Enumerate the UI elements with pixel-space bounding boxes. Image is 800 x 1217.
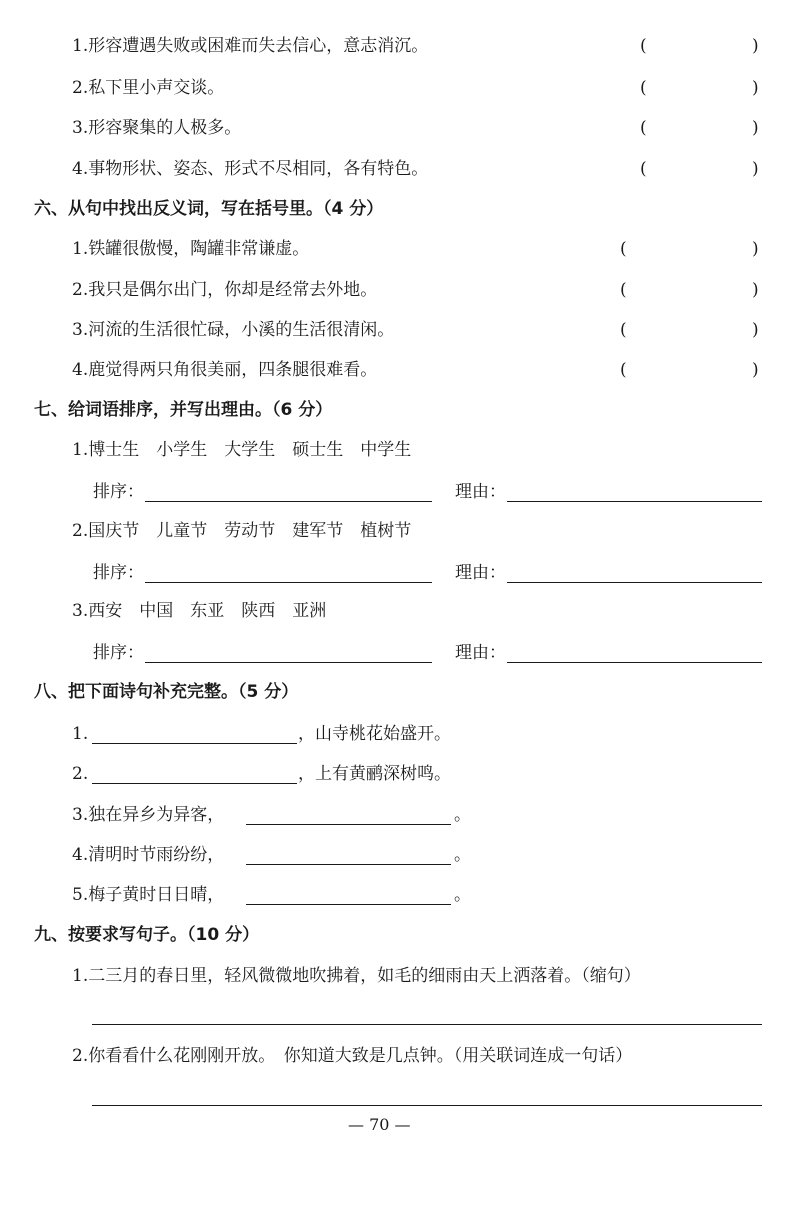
poem-line-suffix: ，上有黄鹂深树鸣。 xyxy=(298,764,451,784)
order-label: 排序： xyxy=(93,482,144,502)
answer-bracket-close: ) xyxy=(752,280,759,300)
item-text: 3.河流的生活很忙碌，小溪的生活很清闲。 xyxy=(72,320,395,340)
poem-answer-line[interactable] xyxy=(92,783,297,784)
item-text: 1.形容遭遇失败或困难而失去信心，意志消沉。 xyxy=(72,36,429,56)
section-5-item xyxy=(0,157,800,197)
poem-line-suffix: 。 xyxy=(454,845,471,865)
order-answer-line[interactable] xyxy=(145,501,432,502)
answer-bracket-open: ( xyxy=(620,280,627,300)
answer-bracket-open: ( xyxy=(620,239,627,259)
page-number: — 70 — xyxy=(348,1115,411,1134)
poem-line-suffix: ，山寺桃花始盛开。 xyxy=(298,724,451,744)
answer-bracket-close: ) xyxy=(752,320,759,340)
word-group: 2.国庆节 儿童节 劳动节 建军节 植树节 xyxy=(72,521,412,541)
answer-bracket-open: ( xyxy=(640,118,647,138)
poem-line-prefix: 5.梅子黄时日日晴， xyxy=(72,885,225,905)
section-5-item xyxy=(0,76,800,116)
poem-line-prefix: 1. xyxy=(72,724,89,744)
poem-answer-line[interactable] xyxy=(92,743,297,744)
section-6-item xyxy=(0,278,800,318)
order-label: 排序： xyxy=(93,563,144,583)
order-answer-line[interactable] xyxy=(145,582,432,583)
question-text: 1.二三月的春日里，轻风微微地吹拂着，如毛的细雨由天上洒落着。（缩句） xyxy=(72,966,641,986)
answer-bracket-close: ) xyxy=(752,360,759,380)
section-6-item xyxy=(0,237,800,277)
section-title: 八、把下面诗句补充完整。（5 分） xyxy=(34,682,299,702)
order-label: 排序： xyxy=(93,643,144,663)
item-text: 2.我只是偶尔出门，你却是经常去外地。 xyxy=(72,280,378,300)
answer-bracket-open: ( xyxy=(640,78,647,98)
answer-bracket-close: ) xyxy=(752,159,759,179)
reason-label: 理由： xyxy=(455,643,506,663)
answer-bracket-open: ( xyxy=(620,360,627,380)
reason-answer-line[interactable] xyxy=(507,501,762,502)
answer-bracket-close: ) xyxy=(752,118,759,138)
poem-answer-line[interactable] xyxy=(246,904,451,905)
item-text: 4.鹿觉得两只角很美丽，四条腿很难看。 xyxy=(72,360,378,380)
reason-answer-line[interactable] xyxy=(507,582,762,583)
poem-line-suffix: 。 xyxy=(454,805,471,825)
section-6-item xyxy=(0,318,800,358)
poem-line-prefix: 2. xyxy=(72,764,89,784)
item-text: 1.铁罐很傲慢，陶罐非常谦虚。 xyxy=(72,239,310,259)
word-group: 1.博士生 小学生 大学生 硕士生 中学生 xyxy=(72,440,412,460)
answer-bracket-open: ( xyxy=(640,36,647,56)
answer-line[interactable] xyxy=(92,1105,762,1106)
answer-bracket-close: ) xyxy=(752,239,759,259)
poem-answer-line[interactable] xyxy=(246,864,451,865)
poem-answer-line[interactable] xyxy=(246,824,451,825)
poem-line-suffix: 。 xyxy=(454,885,471,905)
answer-bracket-close: ) xyxy=(752,78,759,98)
answer-bracket-open: ( xyxy=(640,159,647,179)
answer-bracket-close: ) xyxy=(752,36,759,56)
item-text: 2.私下里小声交谈。 xyxy=(72,78,225,98)
reason-label: 理由： xyxy=(455,482,506,502)
item-text: 4.事物形状、姿态、形式不尽相同，各有特色。 xyxy=(72,159,429,179)
section-5-item xyxy=(0,34,800,74)
answer-bracket-open: ( xyxy=(620,320,627,340)
section-5-item xyxy=(0,116,800,156)
answer-line[interactable] xyxy=(92,1024,762,1025)
reason-label: 理由： xyxy=(455,563,506,583)
section-title: 六、从句中找出反义词，写在括号里。（4 分） xyxy=(34,199,384,219)
section-title: 七、给词语排序，并写出理由。（6 分） xyxy=(34,400,333,420)
section-title: 九、按要求写句子。（10 分） xyxy=(34,925,260,945)
section-6-item xyxy=(0,358,800,398)
item-text: 3.形容聚集的人极多。 xyxy=(72,118,242,138)
order-answer-line[interactable] xyxy=(145,662,432,663)
question-text: 2.你看看什么花刚刚开放。 你知道大致是几点钟。（用关联词连成一句话） xyxy=(72,1046,633,1066)
poem-line-prefix: 3.独在异乡为异客， xyxy=(72,805,225,825)
word-group: 3.西安 中国 东亚 陕西 亚洲 xyxy=(72,601,327,621)
reason-answer-line[interactable] xyxy=(507,662,762,663)
poem-line-prefix: 4.清明时节雨纷纷， xyxy=(72,845,225,865)
